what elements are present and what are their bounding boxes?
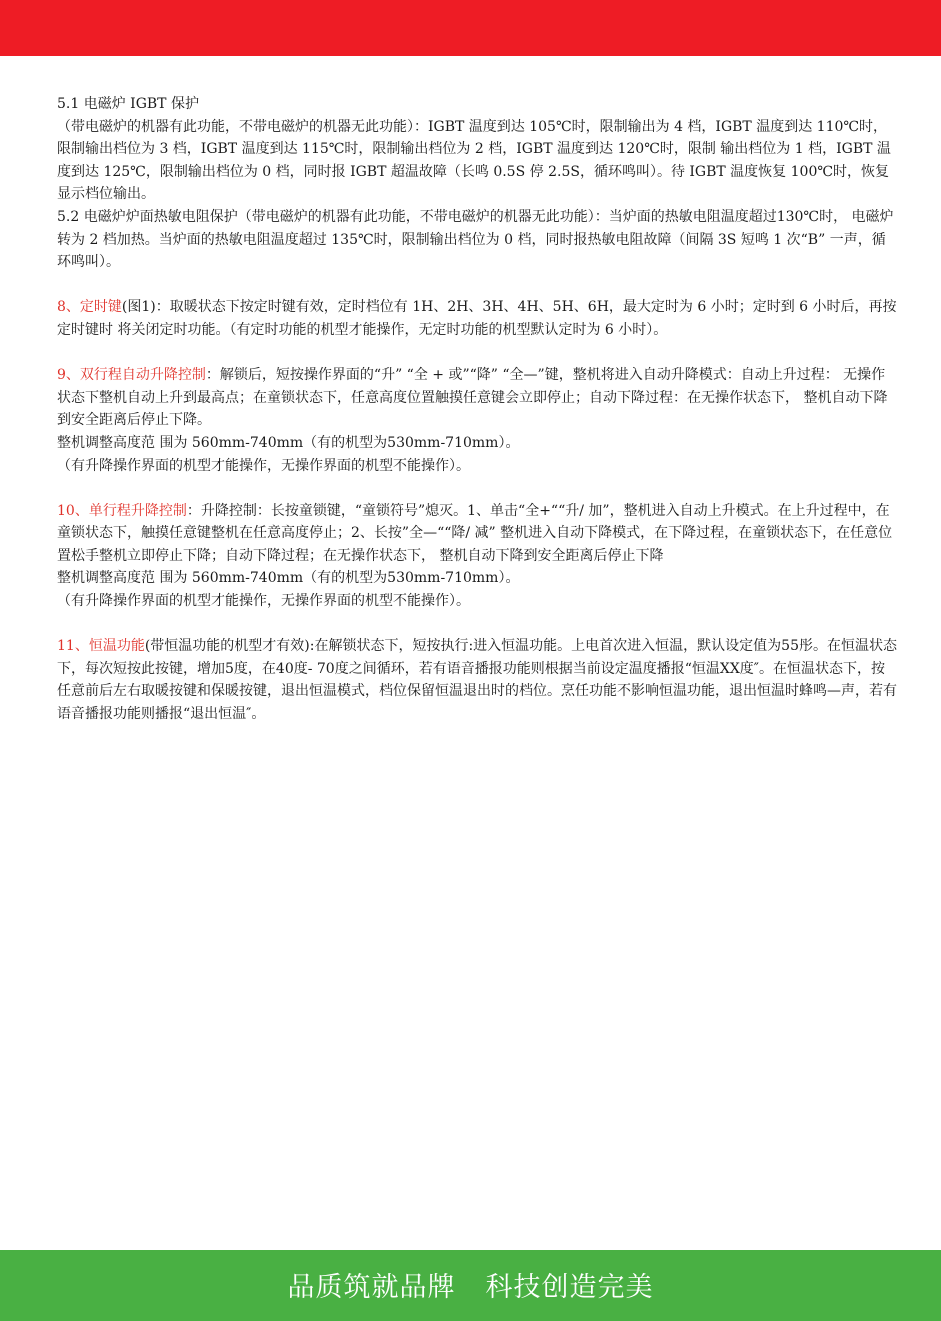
header-band bbox=[0, 0, 941, 56]
section-5-2: 5.2 电磁炉炉面热敏电阻保护（带电磁炉的机器有此功能，不带电磁炉的机器无此功能）：当炉面的热敏电阻温度超过130℃时， 电磁炉转为 2 档加热。当炉面的热敏电阻温度超过 135℃时，限制输出档位为 0 档，同时报热敏电阻故障（间隔 3S 短鸣 1 次“B” 一声，循环鸣叫）。 bbox=[57, 208, 894, 271]
section-5-1-body: （带电磁炉的机器有此功能，不带电磁炉的机器无此功能）：IGBT 温度到达 105℃时，限制输出为 4 档，IGBT 温度到达 110℃时，限制输出档位为 3 档，IGBT 温度到达 115℃时，限制输出档位为 2 档，IGBT 温度到达 120℃时，限制 输出档位为 1 档，IGBT 温度到达 125℃，限制输出档位为 0 档，同时报 IGBT 超温故障（长鸣 0.5S 停 2.5S，循环鸣叫）。待 IGBT 温度恢复 100℃时，恢复显示档位输出。 bbox=[57, 118, 891, 203]
slogan-part-1: 品质筑就品牌 bbox=[287, 1271, 456, 1303]
section-11-body: (带恒温功能的机型才有效):在解锁状态下，短按执行:进入恒温功能。上电首次进入恒温，默认设定值为55彤。在恒温状态下，每次短按此按键，增加5度，在40度- 70度之间循环，若有语音播报功能则根据当前设定温度播报“恒温XX度″。在恒温状态下，按任意前后左右取暖按键和保暖按键，退出恒温模式，档位保留恒温退出时的档位。烹任功能不影响恒温功能，退出恒温时蜂鸣—声，若有语音播报功能则播报“退出恒温″。 bbox=[57, 638, 897, 723]
section-9-body: ：解锁后，短按操作界面的“升” “全 + 或”“降” “全—”键，整机将进入自动升降模式：自动上升过程： 无操作状态下整机自动上升到最高点；在童锁状态下，任意高度位置触摸任意键会立即停止；自动下降过程：在无操作状态下， 整机自动下降到安全距离后停止下降。 bbox=[57, 367, 888, 429]
section-8-body: (图1)：取暖状态下按定时键有效，定时档位有 1H、2H、3H、4H、5H、6H，最大定时为 6 小时；定时到 6 小时后，再按定时键时 将关闭定时功能。（有定时功能的机型才能操作，无定时功能的机型默认定时为 6 小时）。 bbox=[57, 299, 897, 338]
document-body bbox=[57, 93, 897, 726]
section-11 bbox=[57, 635, 897, 725]
section-8 bbox=[57, 296, 897, 341]
section-9 bbox=[57, 364, 897, 432]
section-11-title: 11、恒温功能 bbox=[57, 638, 145, 655]
section-10-body: ：升降控制：长按童锁键，“童锁符号”熄灭。1、单击“全+““升/ 加”，整机进入自动上升模式。在上升过程中，在童锁状态下，触摸任意键整机在任意高度停止；2、长按”全—““降/ 减” 整机进入自动下降模式，在下降过程，在童锁状态下，在任意位置松手整机立即停止下降；自动下降过程；在无操作状态下， 整机自动下降到安全距离后停止下降 bbox=[57, 502, 893, 564]
section-10 bbox=[57, 500, 897, 568]
footer-band bbox=[0, 1250, 941, 1321]
section-10-title: 10、单行程升降控制 bbox=[57, 502, 187, 519]
footer-slogan bbox=[288, 1265, 654, 1304]
section-8-title: 8、定时键 bbox=[57, 299, 122, 316]
section-10-range: 整机调整高度范 围为 560mm-740mm（有的机型为530mm-710mm）。 bbox=[57, 570, 520, 587]
slogan-part-2: 科技创造完美 bbox=[485, 1271, 654, 1303]
section-9-range: 整机调整高度范 围为 560mm-740mm（有的机型为530mm-710mm）。 bbox=[57, 434, 520, 451]
section-10-note: （有升降操作界面的机型才能操作，无操作界面的机型不能操作）。 bbox=[57, 593, 470, 610]
section-9-title: 9、双行程自动升降控制 bbox=[57, 367, 206, 384]
section-9-note: （有升降操作界面的机型才能操作，无操作界面的机型不能操作）。 bbox=[57, 457, 470, 474]
section-5-1-title: 5.1 电磁炉 IGBT 保护 bbox=[57, 96, 199, 112]
